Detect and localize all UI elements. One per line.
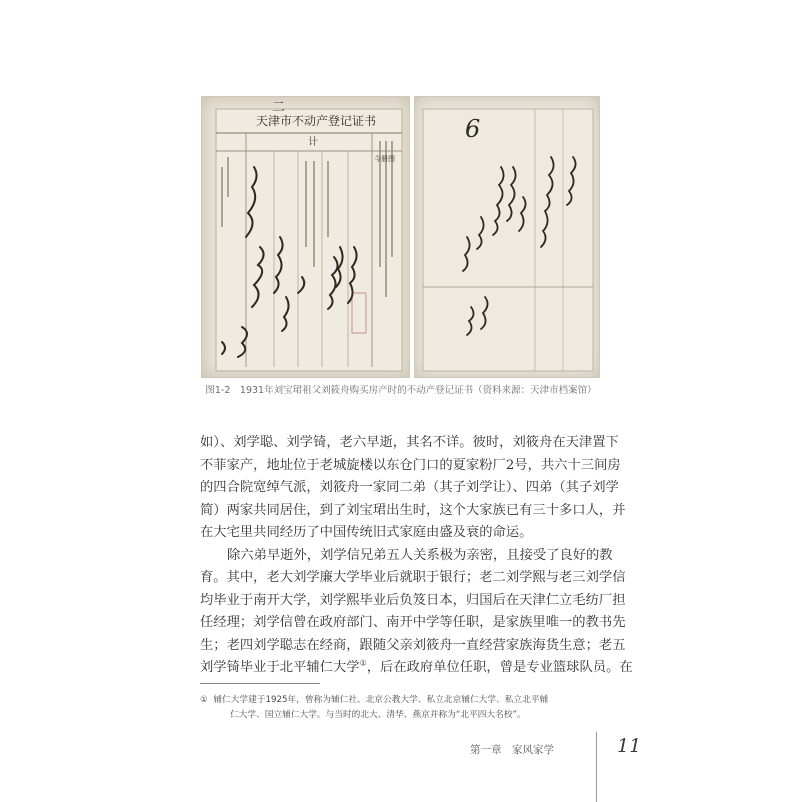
archival-document-photo-left — [201, 96, 410, 378]
archival-document-photo-right — [414, 96, 600, 378]
footer-divider — [596, 732, 597, 802]
document-sketch-right — [415, 97, 599, 377]
body-line: 如）、刘学聪、刘学锜，老六早逝，其名不详。彼时，刘筱舟在天津置下 — [200, 435, 619, 450]
body-line: 育。其中，老大刘学廉大学毕业后就职于银行；老二刘学熙与老三刘学信 — [200, 570, 626, 585]
chapter-title: 第一章 家风家学 — [470, 744, 554, 756]
footnote-marker: ① — [200, 695, 208, 705]
figure-caption: 图1-2 1931年刘宝珺祖父刘筱舟购买房产时的不动产登记证书（资料来源：天津市档案馆） — [205, 385, 597, 396]
footnote-reference[interactable]: ① — [359, 658, 367, 668]
body-line: 不菲家产，地址位于老城旋楼以东仓门口的夏家粉厂2号，共六十三间房 — [200, 457, 621, 473]
footnote-line: 仁大学、国立辅仁大学。与当时的北大、清华、燕京并称为“北平四大名校”。 — [230, 710, 526, 720]
body-line: 在大宅里共同经历了中国传统旧式家庭由盛及衰的命运。 — [200, 525, 533, 540]
body-line: 生；老四刘学聪志在经商，跟随父亲刘筱舟一直经营家族海货生意；老五 — [200, 637, 626, 653]
document-stamp-text: 今册图 — [374, 155, 395, 163]
document-header-text: 天津市不动产登记证书 — [256, 114, 377, 128]
body-text — [200, 432, 633, 680]
footnote-line — [200, 693, 602, 708]
body-line: 任经理；刘学信曾在政府部门、南开中学等任职，是家族里唯一的教书先 — [200, 615, 626, 630]
body-line-part: ，后在政府单位任职，曾是专业篮球队员。在 — [366, 660, 633, 675]
page-number: 11 — [617, 735, 642, 757]
body-line: 除六弟早逝外，刘学信兄弟五人关系极为亲密，且接受了良好的教 — [227, 547, 613, 563]
document-page-mark-right: 6 — [465, 115, 481, 143]
body-line: 均毕业于南开大学，刘学熙毕业后负笈日本，归国后在天津仁立毛纺厂担 — [200, 592, 626, 608]
body-line-part: 刘学锜毕业于北平辅仁大学 — [200, 660, 360, 675]
body-line-with-footnote — [200, 657, 633, 680]
body-line: 的四合院宽绰气派，刘筱舟一家同二弟（其子刘学让）、四弟（其子刘学 — [200, 480, 619, 495]
document-page-mark: 二 — [272, 100, 286, 115]
footnote-text: 辅仁大学建于1925年，曾称为辅仁社、北京公教大学、私立北京辅仁大学、私立北平辅 — [213, 695, 549, 705]
document-section-label: 计 — [308, 137, 318, 148]
footnote — [200, 693, 602, 723]
document-sketch-left — [202, 97, 409, 377]
body-line: 简）两家共同居住，到了刘宝珺出生时，这个大家族已有三十多口人，并 — [200, 502, 626, 518]
footnote-divider — [200, 683, 320, 684]
